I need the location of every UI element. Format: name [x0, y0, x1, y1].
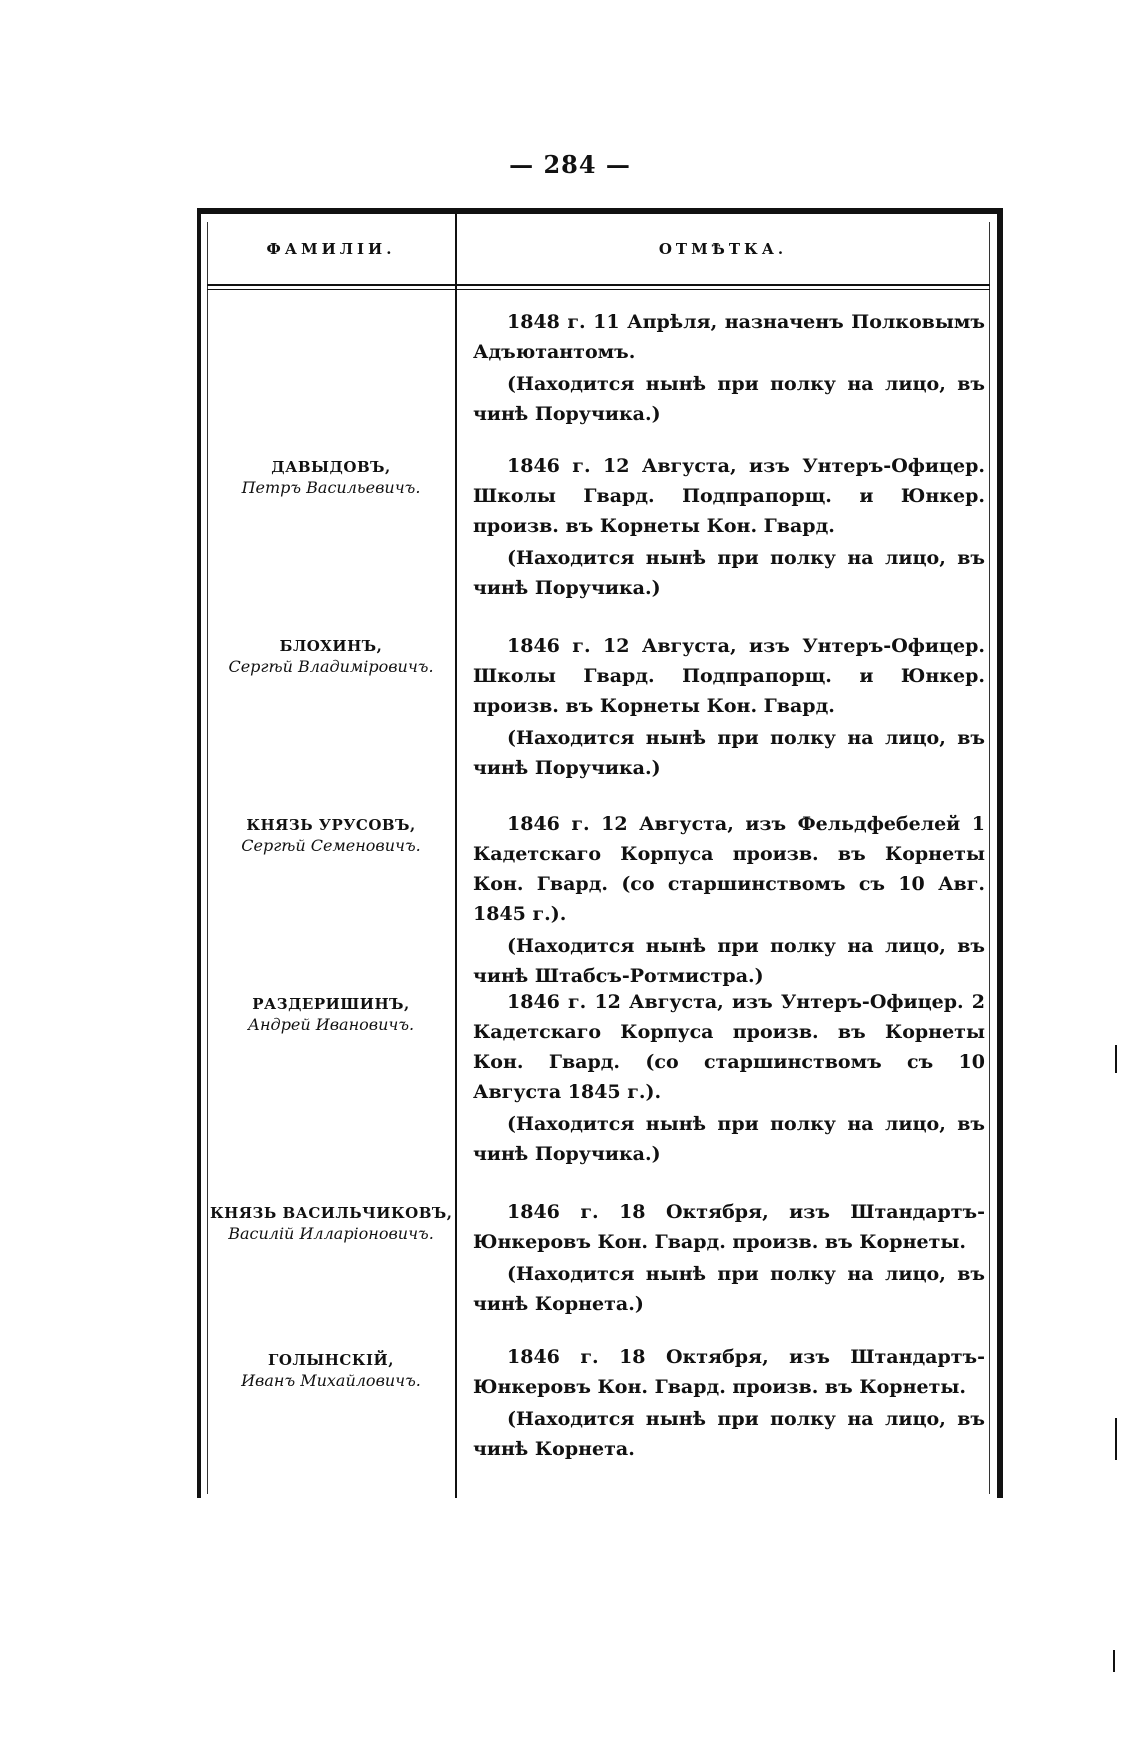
- entry-remark: [473, 809, 985, 991]
- remark-note: (Находится нынѣ при полку на лицо, въ чинѣ Корнета.): [473, 1263, 985, 1315]
- given-name: Сергѣй Семеновичъ.: [241, 836, 421, 855]
- header-rule-thin: [207, 289, 990, 290]
- entry-remark: [473, 307, 985, 429]
- header-rule: [207, 284, 990, 286]
- entry-name: [210, 458, 452, 497]
- entry-name: [210, 816, 452, 855]
- column-divider: [455, 214, 457, 1498]
- table-border-right-inner: [989, 222, 990, 1494]
- column-header-surnames: ФАМИЛІИ.: [266, 240, 396, 258]
- remark-note: (Находится нынѣ при полку на лицо, въ чинѣ Поручика.): [473, 547, 985, 599]
- surname: КНЯЗЬ ВАСИЛЬЧИКОВЪ,: [210, 1204, 453, 1222]
- surname: КНЯЗЬ УРУСОВЪ,: [246, 816, 416, 834]
- table-border-left: [197, 208, 201, 1498]
- remark-note: (Находится нынѣ при полку на лицо, въ чинѣ Штабсъ-Ротмистра.): [473, 935, 985, 987]
- remark-text: 1846 г. 12 Августа, изъ Унтеръ-Офицер. Школы Гвард. Подпрапорщ. и Юнкер. произв. въ Корнеты Кон. Гвард.: [473, 455, 985, 537]
- entry-remark: [473, 451, 985, 603]
- given-name: Петръ Васильевичъ.: [241, 478, 421, 497]
- entry-remark: [473, 987, 985, 1169]
- remark-text: 1848 г. 11 Апрѣля, назначенъ Полковымъ Адъютантомъ.: [473, 311, 985, 363]
- given-name: Василій Илларіоновичъ.: [228, 1224, 434, 1243]
- surname: БЛОХИНЪ,: [279, 637, 383, 655]
- entry-name: [210, 637, 452, 676]
- surname: ДАВЫДОВЪ,: [271, 458, 391, 476]
- surname: ГОЛЫНСКІЙ,: [268, 1351, 394, 1369]
- table-border-left-inner: [207, 222, 208, 1494]
- remark-note: (Находится нынѣ при полку на лицо, въ чинѣ Поручика.): [473, 373, 985, 425]
- remark-note: (Находится нынѣ при полку на лицо, въ чинѣ Поручика.): [473, 1113, 985, 1165]
- scan-mark: [1115, 1418, 1117, 1460]
- entry-name: [210, 995, 452, 1034]
- remark-note: (Находится нынѣ при полку на лицо, въ чинѣ Корнета.: [473, 1408, 985, 1460]
- page-number: — 284 —: [509, 150, 631, 179]
- entry-remark: [473, 1342, 985, 1464]
- entry-name: [210, 1204, 452, 1243]
- remark-text: 1846 г. 18 Октября, изъ Штандартъ-Юнкеровъ Кон. Гвард. произв. въ Корнеты.: [473, 1201, 985, 1253]
- table-border-right: [997, 208, 1003, 1498]
- entry-name: [210, 1351, 452, 1390]
- column-header-remarks: ОТМѢТКА.: [658, 240, 788, 258]
- given-name: Сергѣй Владиміровичъ.: [228, 657, 434, 676]
- remark-note: (Находится нынѣ при полку на лицо, въ чинѣ Поручика.): [473, 727, 985, 779]
- entry-remark: [473, 631, 985, 783]
- given-name: Андрей Ивановичъ.: [247, 1015, 415, 1034]
- remark-text: 1846 г. 12 Августа, изъ Фельдфебелей 1 Кадетскаго Корпуса произв. въ Корнеты Кон. Гвард. (со старшинствомъ съ 10 Авг. 1845 г.).: [473, 813, 985, 925]
- entry-remark: [473, 1197, 985, 1319]
- remark-text: 1846 г. 18 Октября, изъ Штандартъ-Юнкеровъ Кон. Гвард. произв. въ Корнеты.: [473, 1346, 985, 1398]
- scan-mark: [1113, 1650, 1115, 1672]
- remark-text: 1846 г. 12 Августа, изъ Унтеръ-Офицер. Школы Гвард. Подпрапорщ. и Юнкер. произв. въ Корнеты Кон. Гвард.: [473, 635, 985, 717]
- scan-mark: [1115, 1045, 1117, 1073]
- given-name: Иванъ Михайловичъ.: [241, 1371, 421, 1390]
- remark-text: 1846 г. 12 Августа, изъ Унтеръ-Офицер. 2 Кадетскаго Корпуса произв. въ Корнеты Кон. Гвард. (со старшинствомъ съ 10 Августа 1845 г.).: [473, 991, 985, 1103]
- surname: РАЗДЕРИШИНЪ,: [252, 995, 410, 1013]
